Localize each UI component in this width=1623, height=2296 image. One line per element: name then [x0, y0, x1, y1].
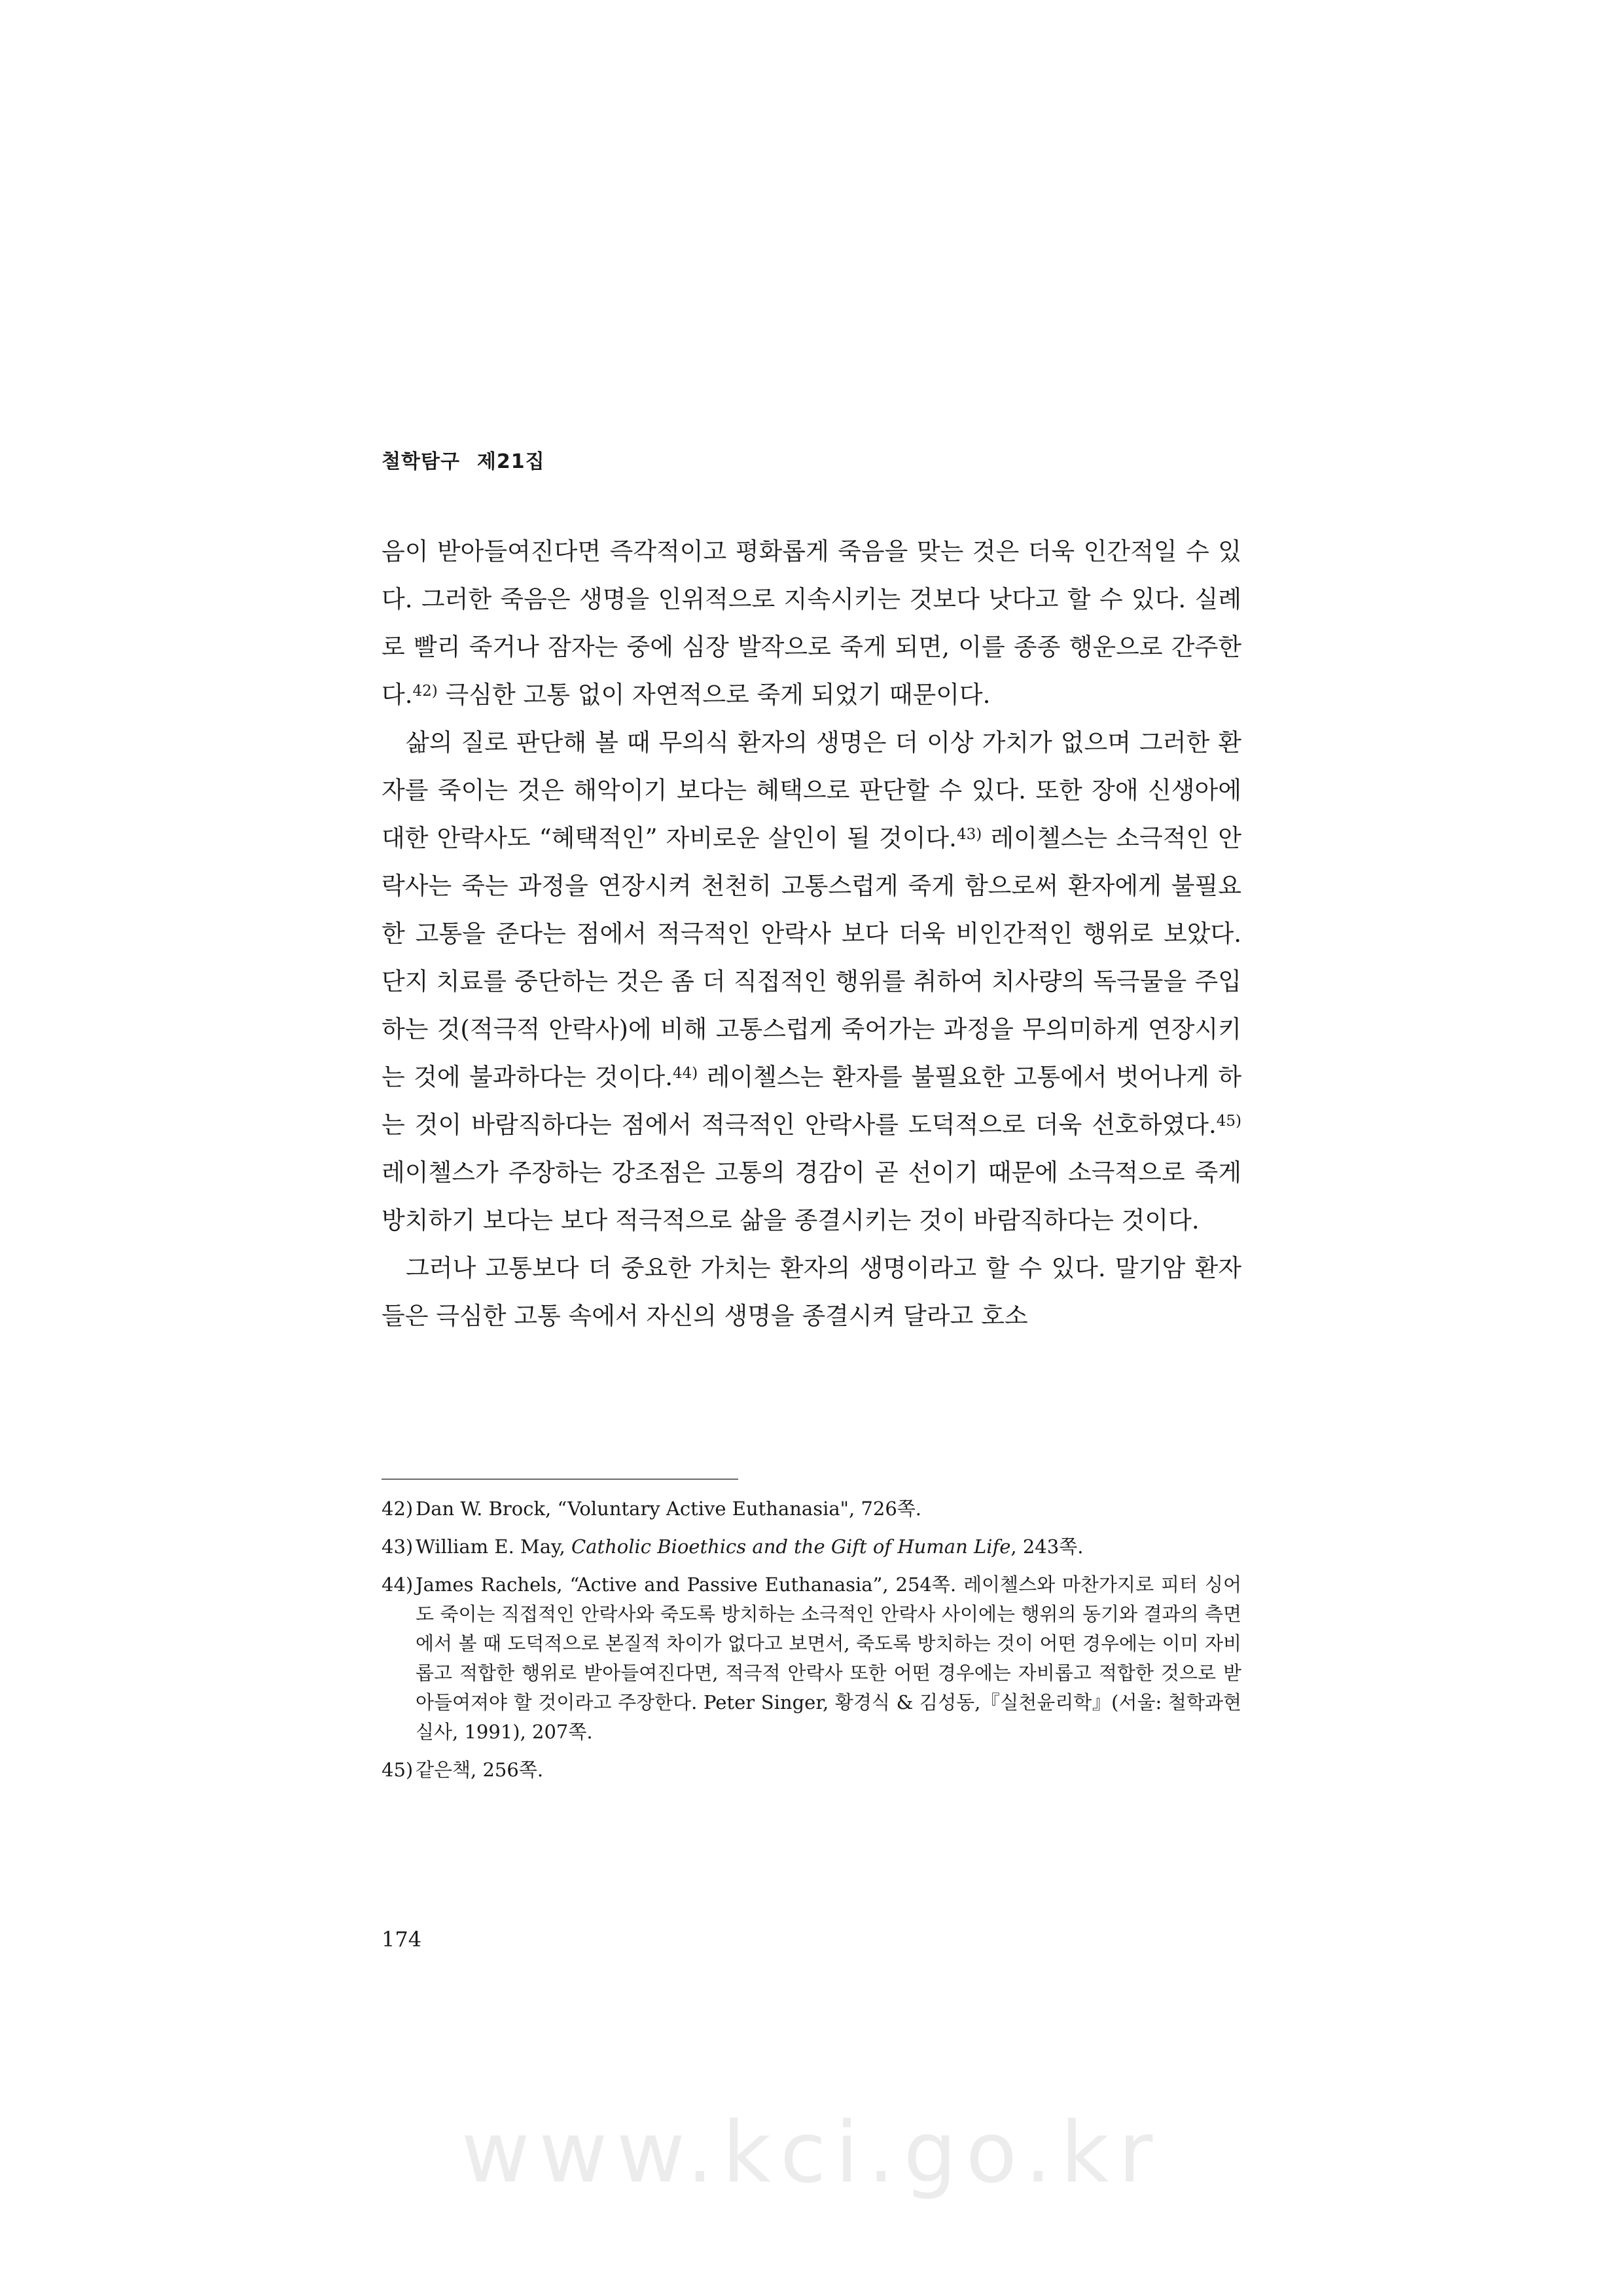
footnote-number: 42) [382, 1498, 414, 1520]
text-run: James Rachels, “Active and Passive Euthanasia”, 254쪽. 레이첼스와 마찬가지로 피터 싱어도 죽이는 직접적인 안락사와 죽도록 방치하는 소극적인 안락사 사이에는 행위의 동기와 결과의 측면에서 볼 때 도덕적으로 본질적 차이가 없다고 보면서, 죽도록 방치하는 것이 어떤 경우에는 이미 자비롭고 적합한 행위로 받아들여진다면, 적극적 안락사 또한 어떤 경우에는 자비롭고 적합한 것으로 받아들여져야 할 것이라고 주장한다. Peter Singer, 황경식 & 김성동,『실천윤리학』(서울: 철학과현실사, 1991), 207쪽. [416, 1573, 1241, 1743]
text-run: 그러나 고통보다 더 중요한 가치는 환자의 생명이라고 할 수 있다. 말기암 환자들은 극심한 고통 속에서 자신의 생명을 종결시켜 달라고 호소 [382, 1254, 1241, 1330]
volume-label: 제21집 [476, 450, 545, 473]
footnote-reference: 43) [956, 826, 982, 843]
footnote-reference: 44) [673, 1065, 698, 1082]
footnotes [382, 1494, 1241, 1793]
footnote [382, 1532, 1241, 1562]
paragraph [382, 719, 1241, 1244]
footnote-text [416, 1570, 1241, 1747]
footnote-number: 43) [382, 1535, 414, 1558]
footnote-separator [382, 1479, 738, 1480]
footnote-number: 45) [382, 1759, 414, 1781]
journal-title: 철학탐구 [382, 450, 460, 473]
text-run: 같은책, 256쪽. [416, 1759, 544, 1781]
text-run: Dan W. Brock, “Voluntary Active Euthanasia", 726쪽. [416, 1498, 922, 1520]
footnote-text [416, 1494, 1241, 1524]
footnote-reference: 45) [1216, 1113, 1241, 1130]
footnote [382, 1494, 1241, 1524]
page-number: 174 [382, 1927, 422, 1952]
running-head [382, 445, 545, 474]
footnote-text [416, 1755, 1241, 1785]
footnote [382, 1570, 1241, 1747]
text-run: 레이첼스는 소극적인 안락사는 죽는 과정을 연장시켜 천천히 고통스럽게 죽게 함으로써 환자에게 불필요한 고통을 준다는 점에서 적극적인 안락사 보다 더욱 비인간적인 행위로 보았다. 단지 치료를 중단하는 것은 좀 더 직접적인 행위를 취하여 치사량의 독극물을 주입하는 것(적극적 안락사)에 비해 고통스럽게 죽어가는 과정을 무의미하게 연장시키는 것에 불과하다는 것이다. [382, 824, 1242, 1091]
paragraph [382, 1244, 1241, 1340]
text-run: William E. May, [416, 1535, 571, 1558]
italic-title: Catholic Bioethics and the Gift of Human Life [571, 1535, 1011, 1558]
text-run: 삶의 질로 판단해 볼 때 무의식 환자의 생명은 더 이상 가치가 없으며 그러한 환자를 죽이는 것은 해악이기 보다는 혜택으로 판단할 수 있다. 또한 장애 신생아에 대한 안락사도 “혜택적인” 자비로운 살인이 될 것이다. [382, 728, 1241, 852]
text-run: 극심한 고통 없이 자연적으로 죽게 되었기 때문이다. [437, 681, 991, 709]
text-run: 레이첼스는 환자를 불필요한 고통에서 벗어나게 하는 것이 바람직하다는 점에서 적극적인 안락사를 도덕적으로 더욱 선호하였다. [382, 1063, 1241, 1139]
footnote-reference: 42) [412, 683, 438, 700]
footnote [382, 1755, 1241, 1785]
footnote-text [416, 1532, 1241, 1562]
watermark: www.kci.go.kr [461, 2104, 1162, 2202]
text-run: 레이첼스가 주장하는 강조점은 고통의 경감이 곧 선이기 때문에 소극적으로 죽게 방치하기 보다는 보다 적극적으로 삶을 종결시키는 것이 바람직하다는 것이다. [382, 1158, 1241, 1234]
paragraph [382, 528, 1241, 719]
text-run: 음이 받아들여진다면 즉각적이고 평화롭게 죽음을 맞는 것은 더욱 인간적일 수 있다. 그러한 죽음은 생명을 인위적으로 지속시키는 것보다 낫다고 할 수 있다. 실례로 빨리 죽거나 잠자는 중에 심장 발작으로 죽게 되면, 이를 종종 행운으로 간주한다. [382, 537, 1241, 709]
footnote-number: 44) [382, 1573, 414, 1596]
body-text [382, 528, 1241, 1340]
text-run: , 243쪽. [1010, 1535, 1084, 1558]
